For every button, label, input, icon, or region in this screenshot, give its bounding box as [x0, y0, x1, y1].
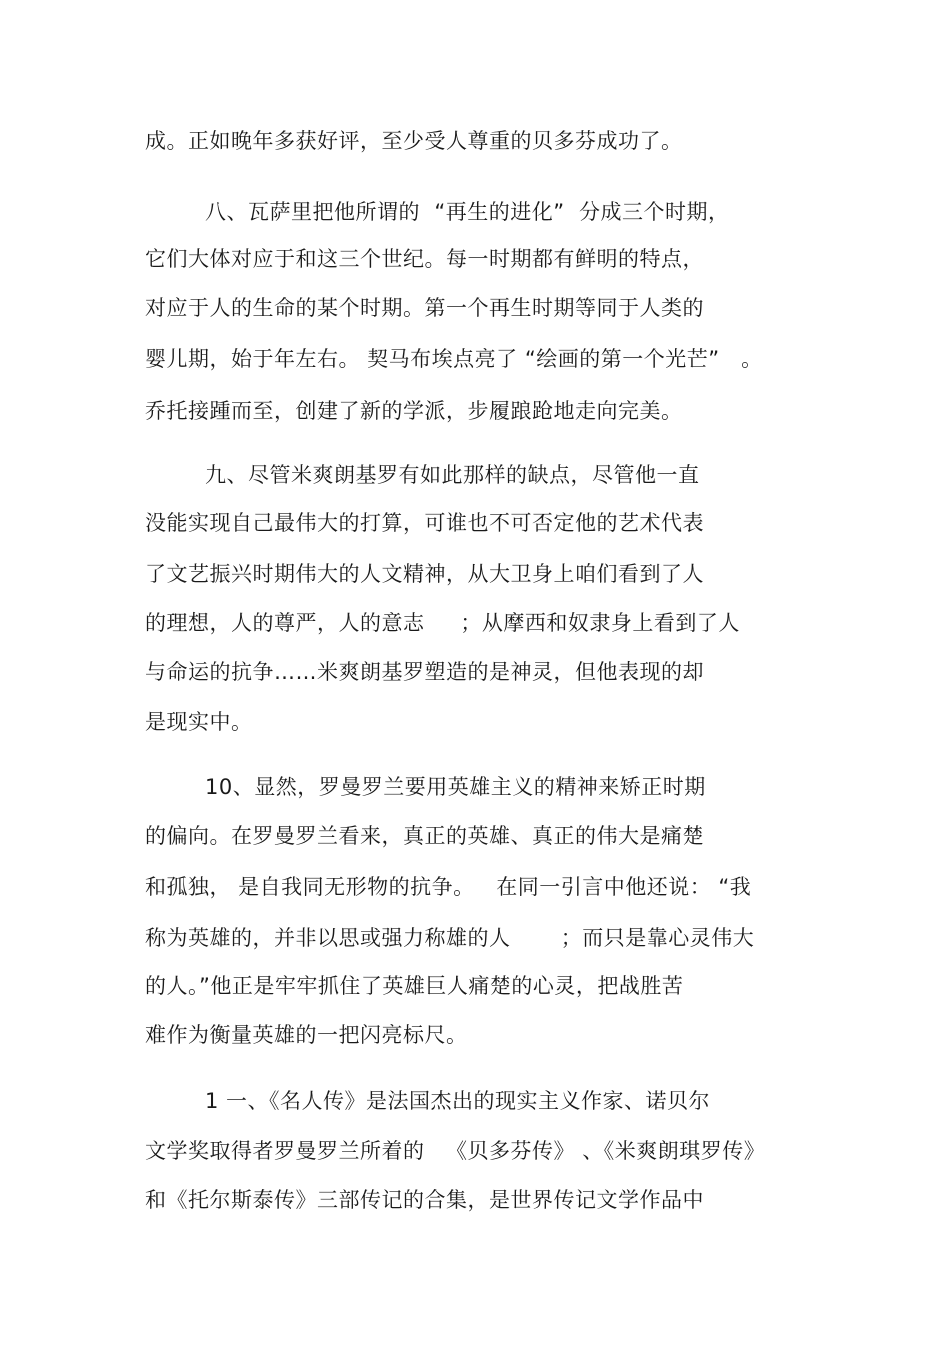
- paragraph-5-line-3: 和《托尔斯泰传》三部传记的合集，是世界传记文学作品中: [145, 1188, 704, 1212]
- paragraph-4-line-5: 的人。”他正是牢牢抓住了英雄巨人痛楚的心灵，把战胜苦: [145, 974, 684, 998]
- paragraph-2-line-5: 乔托接踵而至，创建了新的学派，步履踉跄地走向完美。: [145, 399, 683, 423]
- paragraph-4-line-6: 难作为衡量英雄的一把闪亮标尺。: [145, 1023, 468, 1047]
- paragraph-3-line-5: 与命运的抗争……米爽朗基罗塑造的是神灵，但他表现的却: [145, 660, 704, 684]
- paragraph-2-line-4: 婴儿期，始于年左右。 契马布埃点亮了 “绘画的第一个光芒” 。: [145, 347, 763, 371]
- paragraph-5-line-1: 1 一、《名人传》是法国杰出的现实主义作家、诺贝尔: [205, 1089, 711, 1113]
- paragraph-4-line-1: 10、显然，罗曼罗兰要用英雄主义的精神来矫正时期: [205, 775, 706, 799]
- paragraph-1-line-1: 成。正如晚年多获好评，至少受人尊重的贝多芬成功了。: [145, 129, 683, 153]
- paragraph-2-line-2: 它们大体对应于和这三个世纪。每一时期都有鲜明的特点，: [145, 247, 704, 271]
- paragraph-2-line-3: 对应于人的生命的某个时期。第一个再生时期等同于人类的: [145, 296, 704, 320]
- paragraph-3-line-2: 没能实现自己最伟大的打算，可谁也不可否定他的艺术代表: [145, 511, 704, 535]
- paragraph-4-line-3: 和孤独， 是自我同无形物的抗争。 在同一引言中他还说： “我: [145, 875, 752, 899]
- paragraph-2-line-1: 八、瓦萨里把他所谓的 “再生的进化” 分成三个时期，: [205, 200, 730, 224]
- paragraph-4-line-2: 的偏向。在罗曼罗兰看来，真正的英雄、真正的伟大是痛楚: [145, 824, 704, 848]
- paragraph-3-line-3: 了文艺振兴时期伟大的人文精神，从大卫身上咱们看到了人: [145, 562, 704, 586]
- paragraph-5-line-2: 文学奖取得者罗曼罗兰所着的 《贝多芬传》 、《米爽朗琪罗传》: [145, 1139, 766, 1163]
- paragraph-3-line-1: 九、尽管米爽朗基罗有如此那样的缺点，尽管他一直: [205, 463, 700, 487]
- paragraph-3-line-4: 的理想，人的尊严，人的意志 ；从摩西和奴隶身上看到了人: [145, 611, 740, 635]
- paragraph-4-line-4: 称为英雄的，并非以思或强力称雄的人 ；而只是靠心灵伟大: [145, 926, 755, 950]
- paragraph-3-line-6: 是现实中。: [145, 710, 253, 734]
